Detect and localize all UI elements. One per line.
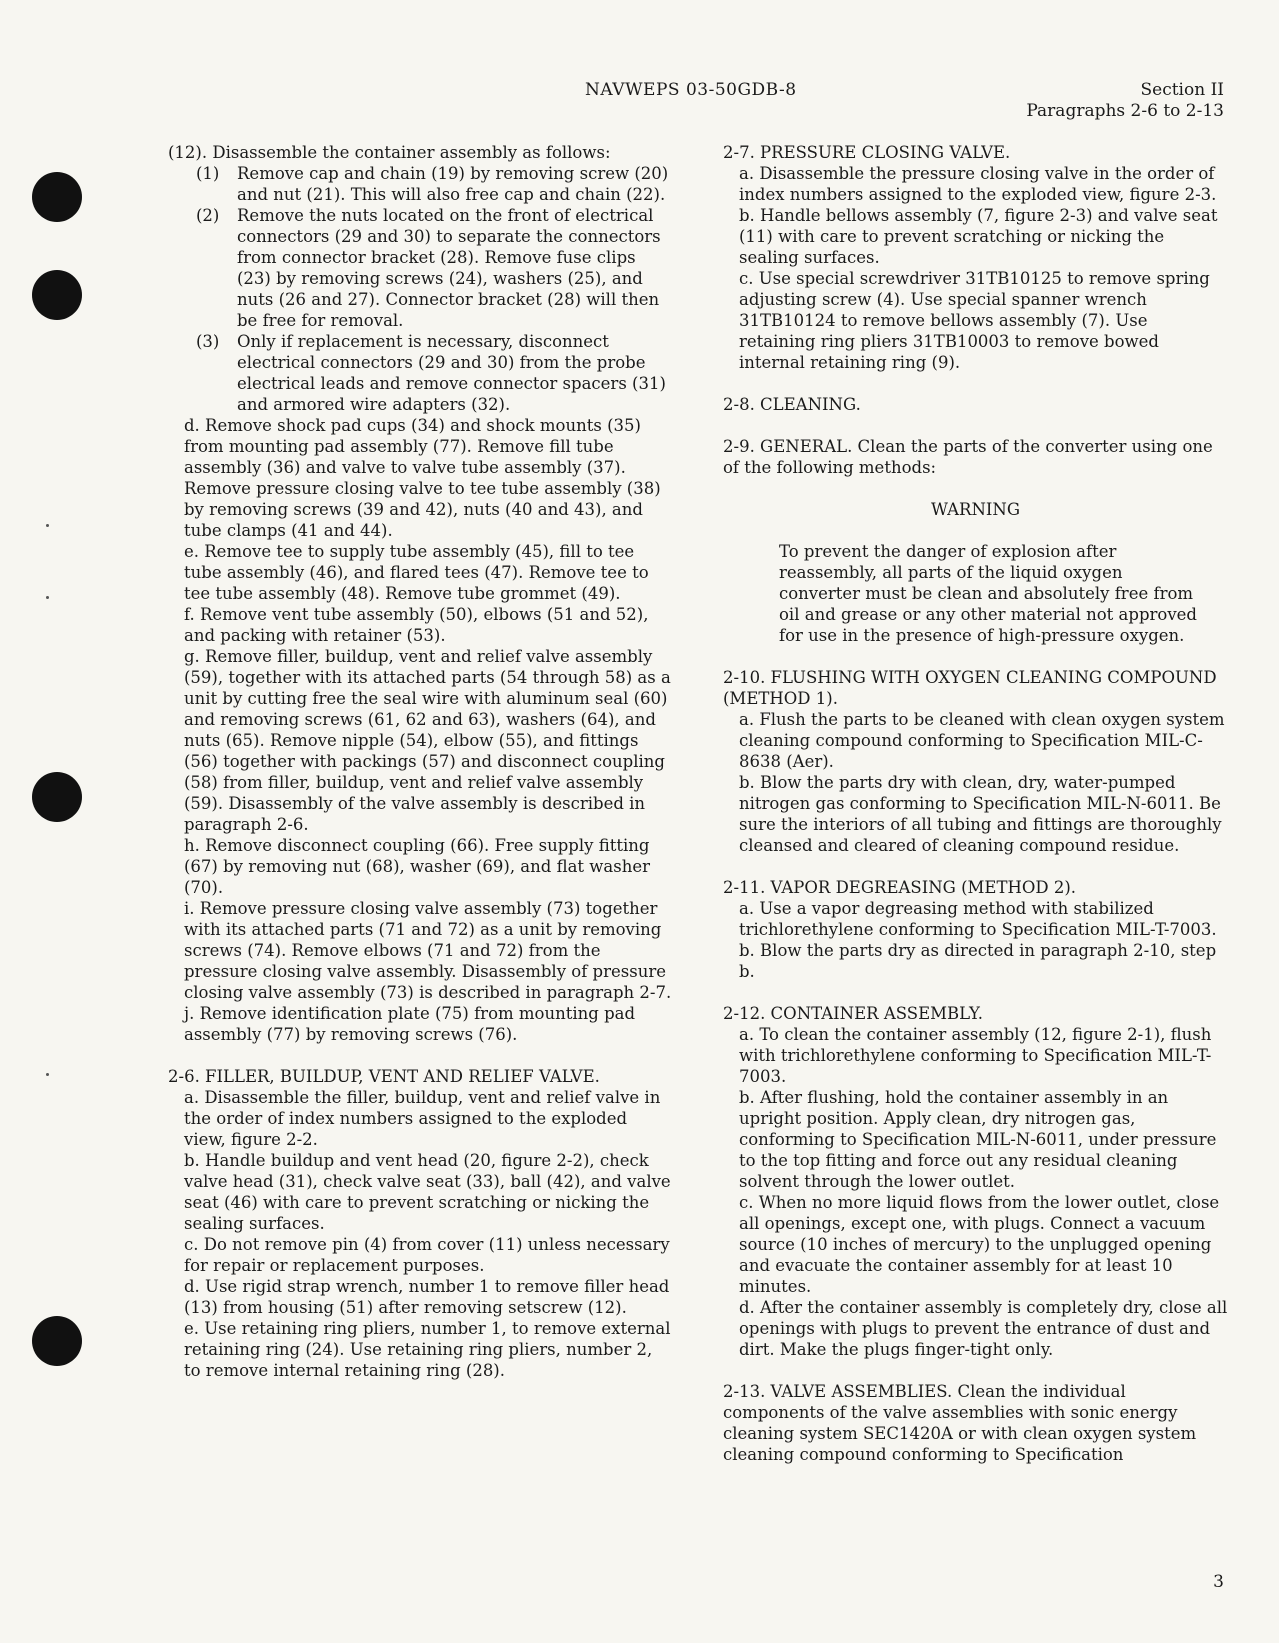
section-2-8-heading: 2-8. CLEANING. (723, 395, 861, 414)
step-text: Remove cap and chain (19) by removing screw (20) and nut (21). This will also free cap and chain (22). (237, 164, 669, 204)
section-2-11-b: b. Blow the parts dry as directed in paragraph 2-10, step b. (739, 941, 1217, 981)
binder-hole-4 (32, 1316, 82, 1366)
scan-speck (46, 596, 49, 599)
right-column (723, 142, 1228, 1465)
binder-hole-1 (32, 172, 82, 222)
section-2-13: 2-13. VALVE ASSEMBLIES. Clean the individual components of the valve assemblies with sonic energy cleaning system SEC1420A or with clean oxygen system cleaning compound conforming to Specification (723, 1382, 1197, 1464)
paragraph-d: d. Remove shock pad cups (34) and shock mounts (35) from mounting pad assembly (77). Remove fill tube assembly (36) and valve to valve tube assembly (37). Remove pressure closing valve to tee tube assembly (38) by removing screws (39 and 42), nuts (40 and 43), and tube clamps (41 and 44). (184, 416, 661, 540)
section-2-6-e: e. Use retaining ring pliers, number 1, to remove external retaining ring (24). Use retaining ring pliers, number 2, to remove internal retaining ring (28). (184, 1319, 671, 1380)
section-2-7-heading: 2-7. PRESSURE CLOSING VALVE. (723, 143, 1011, 162)
left-column (168, 142, 673, 1381)
section-reference (1026, 80, 1224, 122)
paragraph-g: g. Remove filler, buildup, vent and relief valve assembly (59), together with its attached parts (54 through 58) as a unit by cutting free the seal wire with aluminum seal (60) and removing screws (61, 62 and 63), washers (64), and nuts (65). Remove nipple (54), elbow (55), and fittings (56) together with packings (57) and disconnect coupling (58) from filler, buildup, vent and relief valve assembly (59). Disassembly of the valve assembly is described in paragraph 2-6. (184, 647, 671, 834)
step-1 (168, 163, 673, 205)
section-2-7-b: b. Handle bellows assembly (7, figure 2-3) and valve seat (11) with care to prevent scratching or nicking the sealing surfaces. (739, 206, 1218, 267)
section-2-10-a: a. Flush the parts to be cleaned with clean oxygen system cleaning compound conforming to Specification MIL-C-8638 (Aer). (739, 710, 1225, 771)
page-number: 3 (1213, 1572, 1224, 1592)
section-2-10-heading: 2-10. FLUSHING WITH OXYGEN CLEANING COMPOUND (METHOD 1). (723, 668, 1217, 708)
section-2-9: 2-9. GENERAL. Clean the parts of the converter using one of the following methods: (723, 437, 1213, 477)
section-2-11-heading: 2-11. VAPOR DEGREASING (METHOD 2). (723, 878, 1077, 897)
section-2-7-c: c. Use special screwdriver 31TB10125 to remove spring adjusting screw (4). Use special spanner wrench 31TB10124 to remove bellows assembly (7). Use retaining ring pliers 31TB10003 to remove bowed internal retaining ring (9). (739, 269, 1210, 372)
document-number: NAVWEPS 03-50GDB-8 (585, 80, 797, 100)
section-2-12-d: d. After the container assembly is completely dry, close all openings with plugs to prevent the entrance of dust and dirt. Make the plugs finger-tight only. (739, 1298, 1228, 1359)
step-text: Only if replacement is necessary, disconnect electrical connectors (29 and 30) from the probe electrical leads and remove connector spacers (31) and armored wire adapters (32). (237, 332, 666, 414)
section-2-12-b: b. After flushing, hold the container assembly in an upright position. Apply clean, dry nitrogen gas, conforming to Specification MIL-N-6011, under pressure to the top fitting and force out any residual cleaning solvent through the lower outlet. (739, 1088, 1217, 1191)
warning-heading: WARNING (930, 500, 1021, 519)
step-number: (2) (196, 206, 220, 225)
section-2-6-a: a. Disassemble the filler, buildup, vent and relief valve in the order of index numbers assigned to the exploded view, figure 2-2. (184, 1088, 661, 1149)
scan-speck (46, 1073, 49, 1076)
section-2-6-b: b. Handle buildup and vent head (20, figure 2-2), check valve head (31), check valve seat (33), ball (42), and valve seat (46) with care to prevent scratching or nicking the sealing surfaces. (184, 1151, 671, 1233)
step-2 (168, 205, 673, 331)
section-2-11-a: a. Use a vapor degreasing method with stabilized trichlorethylene conforming to Specification MIL-T-7003. (739, 899, 1217, 939)
section-2-12-c: c. When no more liquid flows from the lower outlet, close all openings, except one, with plugs. Connect a vacuum source (10 inches of mercury) to the unplugged opening and evacuate the container assembly for at least 10 minutes. (739, 1193, 1220, 1296)
warning-text: To prevent the danger of explosion after reassembly, all parts of the liquid oxygen converter must be clean and absolutely free from oil and grease or any other material not approved for use in the presence of high-pressure oxygen. (779, 542, 1197, 645)
step-number: (3) (196, 332, 220, 351)
paragraph-h: h. Remove disconnect coupling (66). Free supply fitting (67) by removing nut (68), washer (69), and flat washer (70). (184, 836, 651, 897)
section-2-12-a: a. To clean the container assembly (12, figure 2-1), flush with trichlorethylene conforming to Specification MIL-T-7003. (739, 1025, 1212, 1086)
binder-hole-3 (32, 772, 82, 822)
paragraph-range: Paragraphs 2-6 to 2-13 (1026, 101, 1224, 121)
section-2-12-heading: 2-12. CONTAINER ASSEMBLY. (723, 1004, 984, 1023)
scan-speck (46, 524, 49, 527)
section-2-6-c: c. Do not remove pin (4) from cover (11) unless necessary for repair or replacement purposes. (184, 1235, 670, 1275)
step-number: (1) (196, 164, 220, 183)
section-2-6-heading: 2-6. FILLER, BUILDUP, VENT AND RELIEF VALVE. (168, 1067, 600, 1086)
section-2-7-a: a. Disassemble the pressure closing valve in the order of index numbers assigned to the exploded view, figure 2-3. (739, 164, 1217, 204)
paragraph-f: f. Remove vent tube assembly (50), elbows (51 and 52), and packing with retainer (53). (184, 605, 649, 645)
section-2-6-d: d. Use rigid strap wrench, number 1 to remove filler head (13) from housing (51) after removing setscrew (12). (184, 1277, 670, 1317)
paragraph-e: e. Remove tee to supply tube assembly (45), fill to tee tube assembly (46), and flared tees (47). Remove tee to tee tube assembly (48). Remove tube grommet (49). (184, 542, 649, 603)
step-3 (168, 331, 673, 415)
paragraph-j: j. Remove identification plate (75) from mounting pad assembly (77) by removing screws (76). (184, 1004, 636, 1044)
intro-text: (12). Disassemble the container assembly as follows: (168, 143, 611, 162)
step-text: Remove the nuts located on the front of electrical connectors (29 and 30) to separate the connectors from connector bracket (28). Remove fuse clips (23) by removing screws (24), washers (25), and nuts (26 and 27). Connector bracket (28) will then be free for removal. (237, 206, 661, 330)
section-2-10-b: b. Blow the parts dry with clean, dry, water-pumped nitrogen gas conforming to Specification MIL-N-6011. Be sure the interiors of all tubing and fittings are thoroughly cleansed and cleared of cleaning compound residue. (739, 773, 1222, 855)
paragraph-i: i. Remove pressure closing valve assembly (73) together with its attached parts (71 and 72) as a unit by removing screws (74). Remove elbows (71 and 72) from the pressure closing valve assembly. Disassembly of pressure closing valve assembly (73) is described in paragraph 2-7. (184, 899, 672, 1002)
section-label: Section II (1140, 80, 1224, 100)
binder-hole-2 (32, 270, 82, 320)
